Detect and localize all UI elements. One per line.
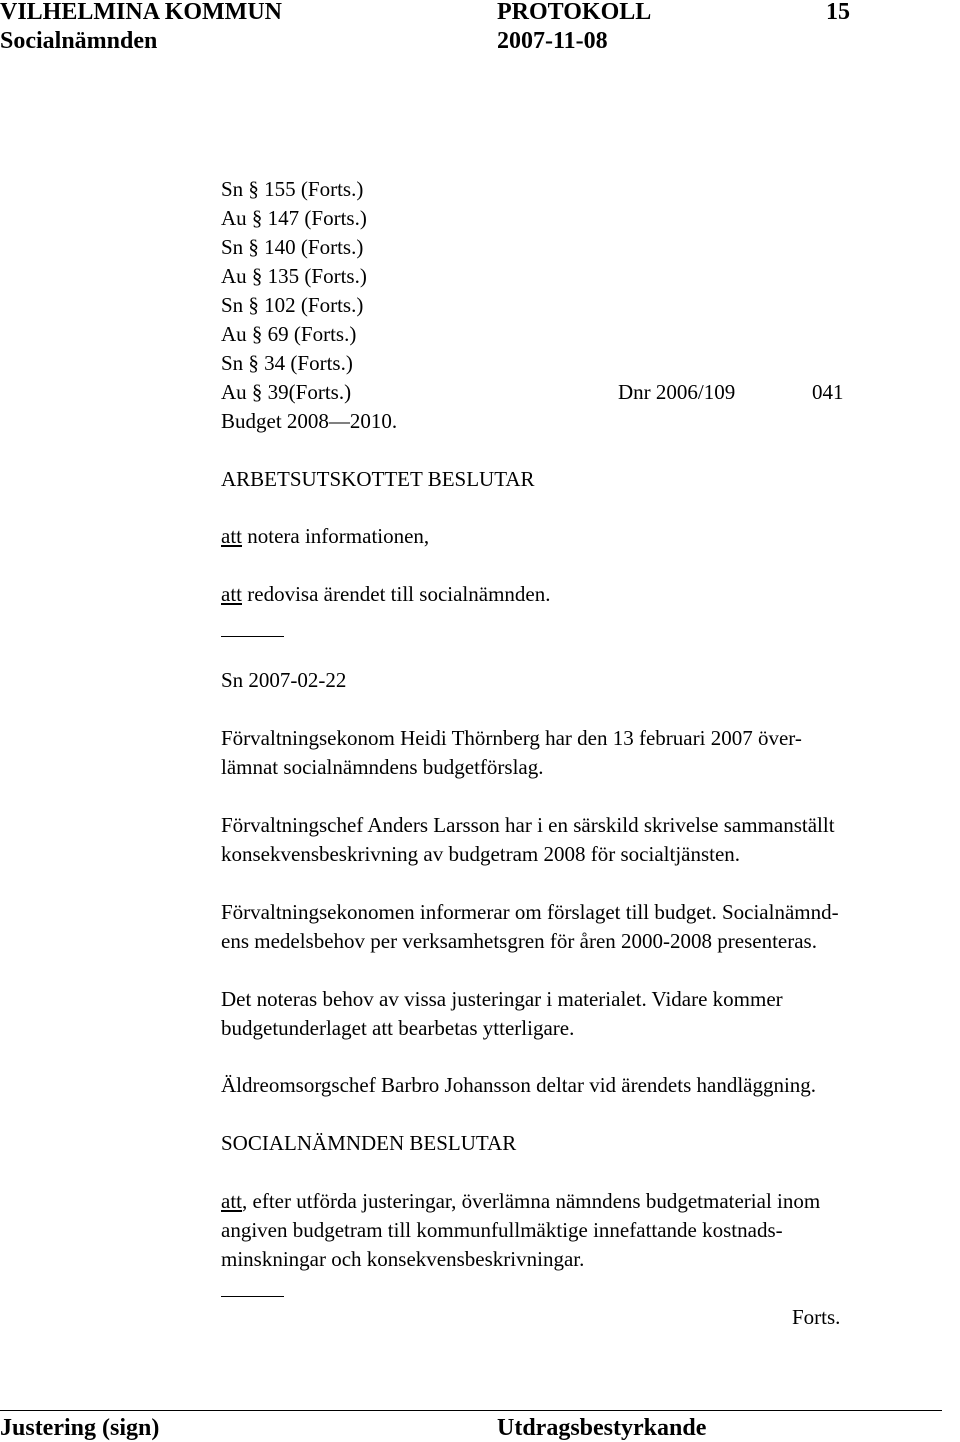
paragraph-line: budgetunderlaget att bearbetas ytterligare. [221,1016,575,1040]
reference-line: Sn § 102 (Forts.) [221,293,364,317]
decision-text: redovisa ärendet till socialnämnden. [242,582,551,606]
dnr-number: Dnr 2006/109 [618,380,736,404]
paragraph-line: Äldreomsorgschef Barbro Johansson deltar vid ärendets handläggning. [221,1073,817,1097]
au-decision-1 [221,522,429,551]
dnr-code: 041 [812,380,844,404]
paragraph [221,724,802,782]
reference-line: Sn § 155 (Forts.) [221,177,364,201]
subject-line: Budget 2008—2010. [221,409,398,433]
decision-text: , efter utförda justeringar, överlämna nämndens budgetmaterial inom [242,1189,821,1213]
footer-utdragsbestyrkande: Utdragsbestyrkande [497,1415,707,1441]
paragraph-line: lämnat socialnämndens budgetförslag. [221,755,544,779]
paragraph-line: Förvaltningschef Anders Larsson har i en särskild skrivelse sammanställt [221,813,835,837]
header-org: VILHELMINA KOMMUN [0,0,282,25]
au-decision-2 [221,580,550,609]
header-date: 2007-11-08 [497,28,608,54]
att-keyword: att [221,524,242,548]
reference-line: Sn § 140 (Forts.) [221,235,364,259]
paragraph-line: Förvaltningsekonomen informerar om förslaget till budget. Socialnämnd- [221,900,839,924]
reference-line: Au § 39(Forts.) [221,380,352,404]
paragraph-line: Det noteras behov av vissa justeringar i materialet. Vidare kommer [221,987,783,1011]
reference-line: Au § 147 (Forts.) [221,206,367,230]
sn-date-heading: Sn 2007-02-22 [221,668,347,692]
forts-label: Forts. [792,1305,841,1329]
paragraph [221,811,835,869]
paragraph [221,898,839,956]
paragraph-line: konsekvensbeskrivning av budgetram 2008 för socialtjänsten. [221,842,741,866]
section-divider [221,636,284,637]
paragraph-line: ens medelsbehov per verksamhetsgren för åren 2000-2008 presenteras. [221,929,817,953]
paragraph [221,1071,816,1100]
paragraph-references [221,175,397,436]
footer-justering: Justering (sign) [0,1415,160,1441]
paragraph [221,985,783,1043]
decision-line: minskningar och konsekvensbeskrivningar. [221,1247,585,1271]
reference-line: Au § 69 (Forts.) [221,322,357,346]
header-page-number: 15 [826,0,850,25]
section-divider [221,1296,284,1297]
decision-line [221,1187,820,1216]
header-committee: Socialnämnden [0,28,158,54]
reference-line: Sn § 34 (Forts.) [221,351,353,375]
decision-text: notera informationen, [242,524,430,548]
att-keyword: att [221,582,242,606]
sn-decision [221,1187,820,1274]
sn-heading: SOCIALNÄMNDEN BESLUTAR [221,1131,517,1155]
footer-rule [0,1410,942,1411]
reference-line: Au § 135 (Forts.) [221,264,367,288]
paragraph-line: Förvaltningsekonom Heidi Thörnberg har den 13 februari 2007 över- [221,726,802,750]
att-keyword: att [221,1189,242,1213]
header-doc-type: PROTOKOLL [497,0,652,25]
decision-line: angiven budgetram till kommunfullmäktige innefattande kostnads- [221,1218,783,1242]
au-heading: ARBETSUTSKOTTET BESLUTAR [221,467,535,491]
